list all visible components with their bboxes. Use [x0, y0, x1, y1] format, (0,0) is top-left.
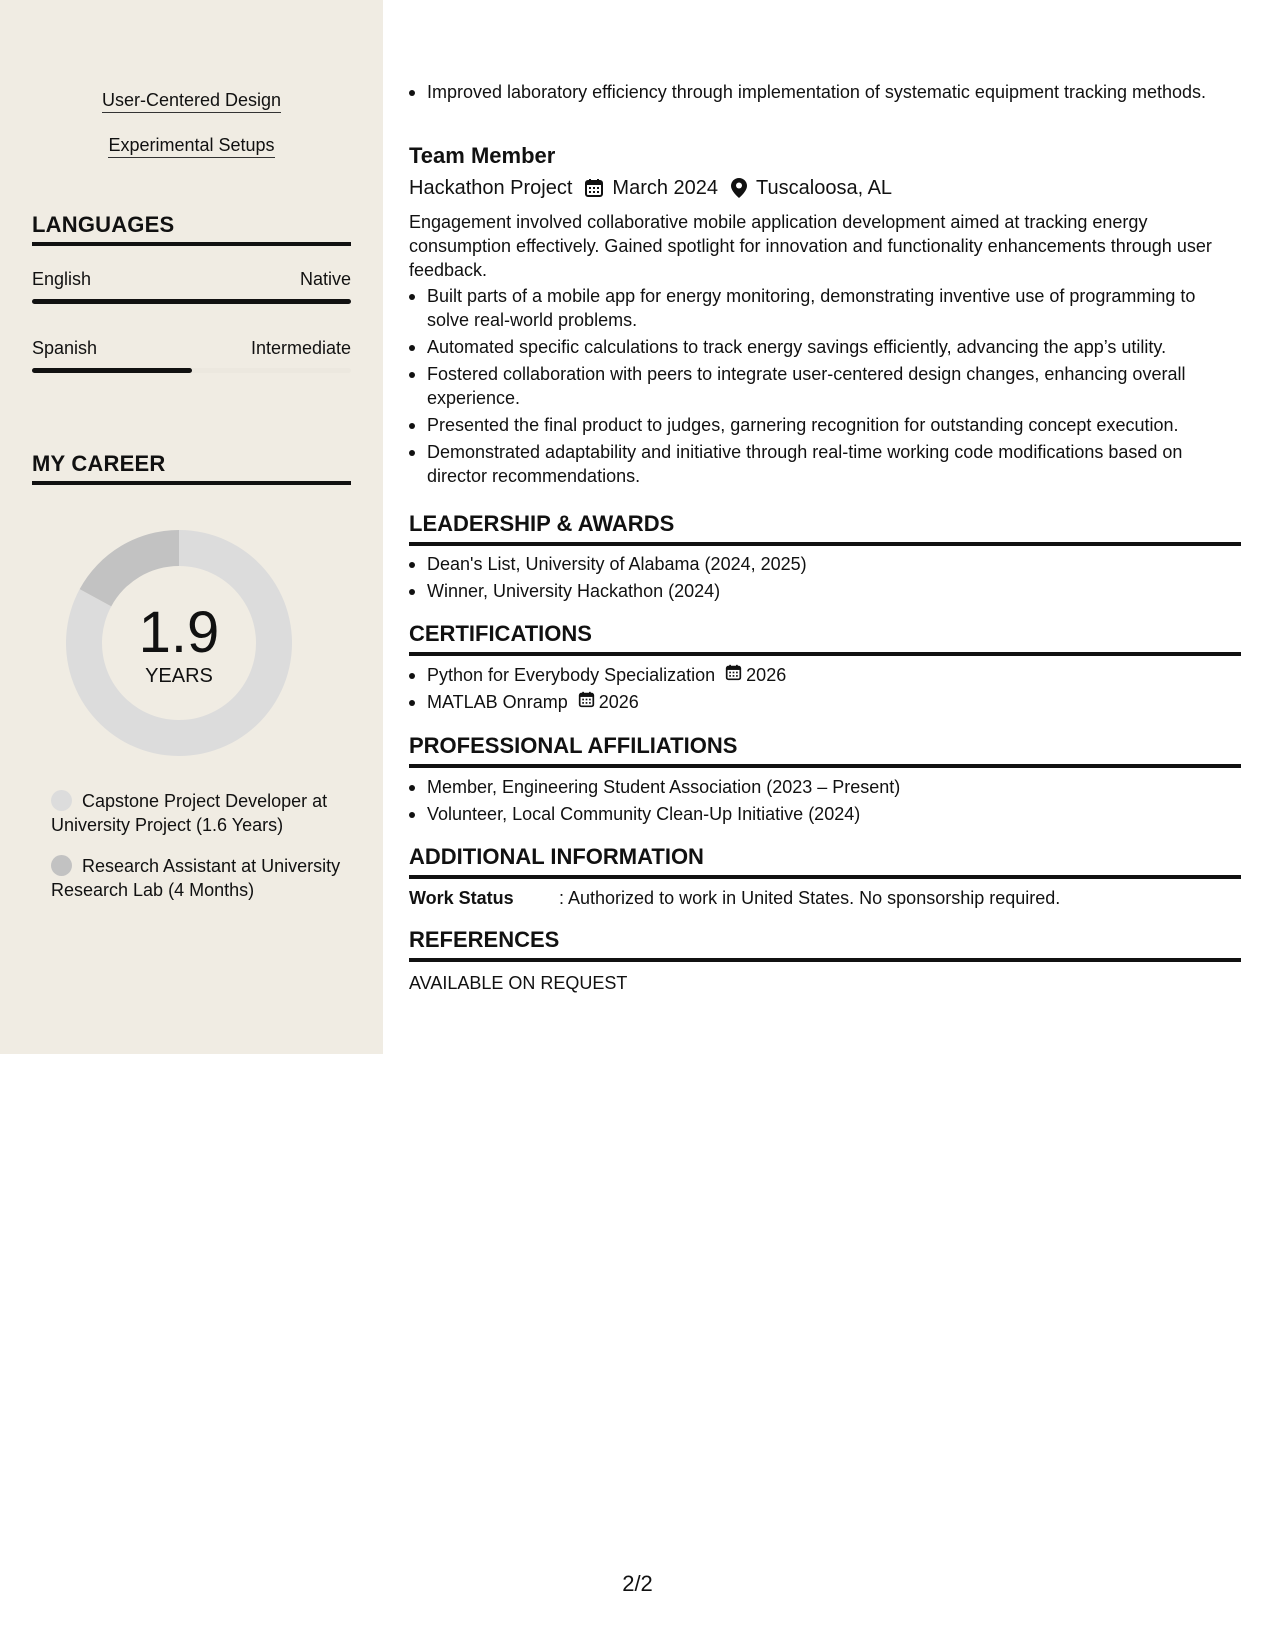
career-total-years: 1.9 — [138, 600, 220, 665]
legend-dot — [51, 855, 72, 876]
legend-dot — [51, 790, 72, 811]
list-item: Automated specific calculations to track energy savings efficiently, advancing the app’s utility. — [409, 335, 1241, 359]
additional-info-heading: ADDITIONAL INFORMATION — [409, 843, 1241, 879]
references-text: AVAILABLE ON REQUEST — [409, 973, 628, 993]
job-location: Tuscaloosa, AL — [756, 177, 893, 199]
language-row — [32, 268, 351, 290]
legend-label: Capstone Project Developer at University Project (1.6 Years) — [51, 791, 328, 835]
list-item: Presented the final product to judges, garnering recognition for outstanding concept execution. — [409, 413, 1241, 437]
certification-name: Python for Everybody Specialization — [427, 665, 716, 685]
language-level: Intermediate — [250, 338, 351, 358]
language-level: Native — [299, 269, 351, 289]
affiliations-list — [409, 775, 1241, 826]
job-meta — [409, 175, 1241, 201]
calendar-icon — [725, 663, 742, 687]
work-status-label: Work Status — [409, 888, 514, 908]
career-legend-item — [51, 789, 341, 837]
job-company: Hackathon Project — [409, 177, 573, 199]
job-date: March 2024 — [612, 177, 719, 199]
work-status-row — [409, 886, 1241, 910]
certification-year: 2026 — [598, 692, 639, 712]
language-name: Spanish — [32, 338, 98, 358]
skill-label: Experimental Setups — [108, 135, 274, 158]
languages-heading: LANGUAGES — [32, 212, 351, 246]
list-item: Built parts of a mobile app for energy monitoring, demonstrating inventive use of programming to solve real-world problems. — [409, 284, 1241, 332]
skill-item — [0, 89, 383, 111]
language-proficiency-bar — [32, 368, 351, 373]
sidebar — [0, 0, 383, 1054]
certifications-list — [409, 663, 1241, 714]
calendar-icon — [584, 178, 604, 198]
career-legend-item — [51, 854, 341, 902]
work-status-value: : Authorized to work in United States. No sponsorship required. — [559, 888, 1061, 908]
page-number: 2/2 — [622, 1571, 653, 1596]
career-total-unit: YEARS — [145, 665, 213, 687]
certification-name: MATLAB Onramp — [427, 692, 568, 712]
list-item: Improved laboratory efficiency through implementation of systematic equipment tracking methods. — [409, 80, 1241, 104]
skill-item — [0, 134, 383, 156]
list-item: Fostered collaboration with peers to integrate user-centered design changes, enhancing overall experience. — [409, 362, 1241, 410]
location-pin-icon — [730, 177, 748, 199]
references-heading: REFERENCES — [409, 926, 1241, 962]
career-heading: MY CAREER — [32, 451, 351, 485]
language-proficiency-fill — [32, 299, 351, 304]
donut-segment — [80, 530, 179, 606]
calendar-icon — [578, 690, 595, 714]
certifications-heading: CERTIFICATIONS — [409, 620, 1241, 656]
skill-label: User-Centered Design — [102, 90, 281, 113]
affiliations-heading: PROFESSIONAL AFFILIATIONS — [409, 732, 1241, 768]
list-item: Member, Engineering Student Association (2023 – Present) — [409, 775, 1241, 799]
list-item: Volunteer, Local Community Clean-Up Initiative (2024) — [409, 802, 1241, 826]
list-item: Demonstrated adaptability and initiative through real-time working code modifications based on director recommendations. — [409, 440, 1241, 488]
language-proficiency-fill — [32, 368, 192, 373]
certification-year: 2026 — [746, 665, 787, 685]
job-description: Engagement involved collaborative mobile application development aimed at tracking energy consumption effectively. Gained spotlight for innovation and functionality enhancements through user feedback. — [409, 212, 1212, 280]
legend-label: Research Assistant at University Research Lab (4 Months) — [51, 856, 341, 900]
certification-item — [409, 690, 1241, 714]
language-row — [32, 337, 351, 359]
job-title: Team Member — [409, 143, 556, 168]
list-item: Winner, University Hackathon (2024) — [409, 579, 1241, 603]
leadership-heading: LEADERSHIP & AWARDS — [409, 510, 1241, 546]
language-proficiency-bar — [32, 299, 351, 304]
language-name: English — [32, 269, 92, 289]
previous-job-bullets — [409, 80, 1241, 104]
list-item: Dean's List, University of Alabama (2024, 2025) — [409, 552, 1241, 576]
job-bullets — [409, 284, 1241, 488]
certification-item — [409, 663, 1241, 687]
leadership-list — [409, 552, 1241, 603]
